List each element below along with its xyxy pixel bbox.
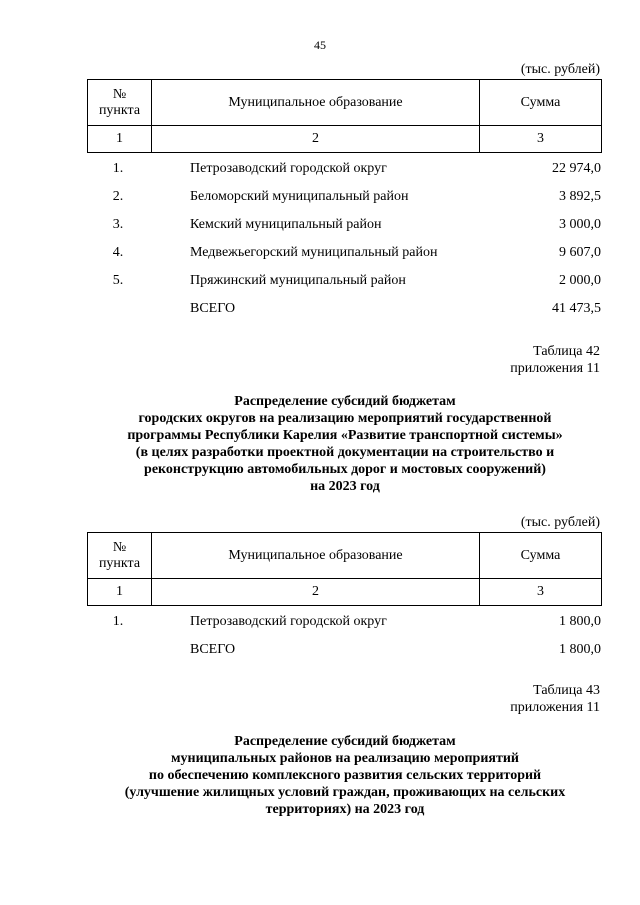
row-number: 4.	[112, 245, 124, 260]
page-number: 45	[314, 38, 326, 52]
index-cell: 1	[88, 579, 152, 606]
row-name: Пряжинский муниципальный район	[190, 273, 406, 288]
index-cell: 2	[152, 126, 480, 153]
row-name: Беломорский муниципальный район	[190, 189, 409, 204]
table-row	[88, 160, 601, 188]
unit-label: (тыс. рублей)	[520, 62, 600, 77]
index-cell: 3	[480, 126, 602, 153]
header-municipality: Муниципальное образование	[152, 80, 480, 126]
row-sum: 3 000,0	[559, 217, 601, 232]
header-sum: Сумма	[480, 533, 602, 579]
section-title: Распределение субсидий бюджетам муниципальных районов на реализацию мероприятий по обеспечению комплексного развития сельских территорий (улучшение жилищных условий граждан, проживающих на сельских территориях) на 2023 год	[124, 734, 566, 817]
table-caption: Таблица 42 приложения 11	[510, 344, 600, 376]
header-number: № пункта	[88, 80, 152, 126]
row-number: 2.	[112, 189, 124, 204]
row-number: 5.	[112, 273, 124, 288]
row-sum: 3 892,5	[559, 189, 601, 204]
row-name: Кемский муниципальный район	[190, 217, 382, 232]
row-name: Петрозаводский городской округ	[190, 614, 387, 629]
row-sum: 9 607,0	[559, 245, 601, 260]
total-label: ВСЕГО	[190, 301, 236, 316]
table-row	[88, 188, 601, 216]
table-row	[88, 216, 601, 244]
row-sum: 2 000,0	[559, 273, 601, 288]
total-sum: 41 473,5	[552, 301, 601, 316]
header-sum: Сумма	[480, 80, 602, 126]
row-name: Петрозаводский городской округ	[190, 161, 387, 176]
row-sum: 1 800,0	[559, 614, 601, 629]
total-row	[88, 641, 601, 669]
table-header	[87, 532, 602, 606]
unit-label: (тыс. рублей)	[520, 515, 600, 530]
table-row	[88, 244, 601, 272]
section-title: Распределение субсидий бюджетам городских округов на реализацию мероприятий государственной программы Республики Карелия «Развитие транспортной системы» (в целях разработки проектной документации на строительство и реконструкцию автомобильных дорог и мостовых сооружений) на 2023 год	[127, 394, 563, 494]
total-label: ВСЕГО	[190, 642, 236, 657]
row-name: Медвежьегорский муниципальный район	[190, 245, 438, 260]
table-row	[88, 272, 601, 300]
table-row	[88, 613, 601, 641]
row-sum: 22 974,0	[552, 161, 601, 176]
index-cell: 1	[88, 126, 152, 153]
table-body	[88, 613, 601, 669]
row-number: 3.	[112, 217, 124, 232]
total-row	[88, 300, 601, 328]
header-municipality: Муниципальное образование	[152, 533, 480, 579]
table-body	[88, 160, 601, 328]
row-number: 1.	[112, 161, 124, 176]
header-number: № пункта	[88, 533, 152, 579]
row-number: 1.	[112, 614, 124, 629]
index-cell: 3	[480, 579, 602, 606]
table-caption: Таблица 43 приложения 11	[510, 683, 600, 715]
index-cell: 2	[152, 579, 480, 606]
total-sum: 1 800,0	[559, 642, 601, 657]
table-header	[87, 79, 602, 153]
